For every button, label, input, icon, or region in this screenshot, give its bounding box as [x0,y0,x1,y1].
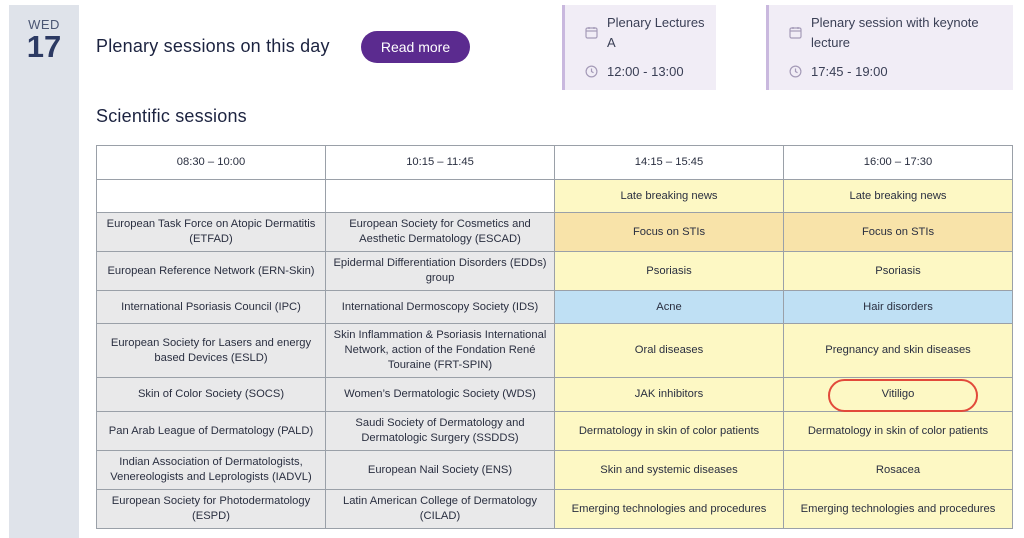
table-row [97,213,1013,252]
session-cell[interactable]: Focus on STIs [784,213,1013,252]
table-row [97,378,1013,412]
session-cell[interactable]: International Psoriasis Council (IPC) [97,291,326,324]
session-cell-vitiligo[interactable]: Vitiligo [784,378,1013,412]
session-cell[interactable]: European Society for Lasers and energy based Devices (ESLD) [97,324,326,378]
session-cell[interactable]: Indian Association of Dermatologists, Venereologists and Leprologists (IADVL) [97,451,326,490]
session-cell[interactable]: Late breaking news [784,180,1013,213]
session-cell[interactable]: Women’s Dermatologic Society (WDS) [326,378,555,412]
plenary-card-keynote[interactable] [766,5,1013,90]
table-row [97,490,1013,529]
session-cell[interactable]: Oral diseases [555,324,784,378]
session-cell[interactable]: European Reference Network (ERN-Skin) [97,252,326,291]
session-cell [326,180,555,213]
session-cell[interactable]: Epidermal Differentiation Disorders (EDDs) group [326,252,555,291]
clock-icon [789,65,802,78]
session-cell[interactable]: Emerging technologies and procedures [784,490,1013,529]
plenary-card-a[interactable] [562,5,716,90]
plenary-heading: Plenary sessions on this day [96,36,330,56]
column-header: 10:15 – 11:45 [326,146,555,180]
plenary-card-time: 12:00 - 13:00 [607,64,684,79]
session-cell[interactable]: Saudi Society of Dermatology and Dermatologic Surgery (SSDDS) [326,412,555,451]
column-header: 08:30 – 10:00 [97,146,326,180]
session-cell[interactable]: Dermatology in skin of color patients [784,412,1013,451]
session-cell[interactable]: Focus on STIs [555,213,784,252]
session-cell[interactable]: Latin American College of Dermatology (CILAD) [326,490,555,529]
session-cell[interactable]: Late breaking news [555,180,784,213]
session-cell[interactable]: European Society for Cosmetics and Aesthetic Dermatology (ESCAD) [326,213,555,252]
date-column [9,5,79,538]
session-cell[interactable]: European Society for Photodermatology (ESPD) [97,490,326,529]
session-cell[interactable]: European Nail Society (ENS) [326,451,555,490]
session-cell[interactable]: Acne [555,291,784,324]
session-cell[interactable]: Skin of Color Society (SOCS) [97,378,326,412]
column-header: 14:15 – 15:45 [555,146,784,180]
session-cell[interactable]: JAK inhibitors [555,378,784,412]
session-cell[interactable]: Skin Inflammation & Psoriasis International Network, action of the Fondation René Touraine (FRT-SPIN) [326,324,555,378]
table-row [97,324,1013,378]
session-cell[interactable]: Pregnancy and skin diseases [784,324,1013,378]
session-cell[interactable]: Hair disorders [784,291,1013,324]
session-cell[interactable]: European Task Force on Atopic Dermatitis (ETFAD) [97,213,326,252]
session-cell [97,180,326,213]
session-cell[interactable]: Rosacea [784,451,1013,490]
session-cell[interactable]: Dermatology in skin of color patients [555,412,784,451]
table-row [97,180,1013,213]
clock-icon [585,65,598,78]
date-weekday: WED [28,17,60,32]
calendar-icon [585,26,598,39]
table-row [97,252,1013,291]
scientific-sessions-table [96,145,1013,529]
plenary-card-title: Plenary session with keynote lecture [811,15,979,50]
session-cell[interactable]: International Dermoscopy Society (IDS) [326,291,555,324]
date-day-number: 17 [26,29,62,64]
table-row [97,412,1013,451]
session-cell[interactable]: Psoriasis [784,252,1013,291]
table-row [97,291,1013,324]
session-cell[interactable]: Psoriasis [555,252,784,291]
session-cell[interactable]: Emerging technologies and procedures [555,490,784,529]
calendar-icon [789,26,802,39]
scientific-heading: Scientific sessions [96,106,247,126]
read-more-button[interactable]: Read more [361,31,470,63]
column-header: 16:00 – 17:30 [784,146,1013,180]
plenary-card-time: 17:45 - 19:00 [811,64,888,79]
session-cell[interactable]: Pan Arab League of Dermatology (PALD) [97,412,326,451]
session-cell[interactable]: Skin and systemic diseases [555,451,784,490]
table-row [97,451,1013,490]
plenary-card-title: Plenary Lectures A [607,15,705,50]
